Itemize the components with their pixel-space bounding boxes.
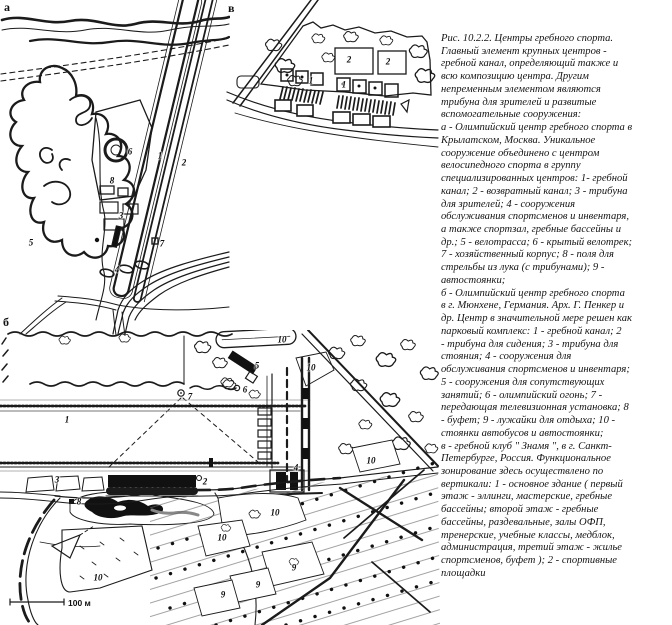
caption-line: бассейны; второй этаж - гребные: [441, 504, 599, 516]
plan-label: 10: [306, 362, 316, 373]
plan-label: 1: [308, 75, 314, 86]
caption-line: этаж - эллинги, мастерские, гребные: [441, 491, 613, 503]
plan-label: 1: [64, 414, 70, 425]
caption-line: б - Олимпийский центр гребного спорта: [441, 287, 625, 299]
plan-label: 8: [76, 496, 82, 507]
caption-line: канал; 2 - возвратный канал; 3 - трибуна: [441, 185, 628, 197]
plan-v-figure: [225, 0, 440, 185]
caption-line: 7 - хозяйственный корпус; 8 - поля для: [441, 249, 614, 261]
caption-line: зонирование здесь осуществлено по: [441, 465, 604, 477]
plan-label: 9: [291, 562, 297, 573]
caption-line: стрельбы из лука (с трибунами); 9 -: [441, 262, 605, 274]
caption-line: администрация, третий этаж - жилье: [441, 542, 623, 554]
caption-line: для зрителей; 4 - сооружения: [441, 198, 576, 210]
plan-label: 10: [217, 532, 227, 543]
caption-line: др. Центр в значительной мере решен как: [441, 313, 632, 325]
caption-line: обслуживания спортсменов и инвентаря;: [441, 364, 630, 376]
plan-label: 9: [255, 579, 261, 590]
plan-a-tag: а: [4, 0, 10, 14]
caption-line: стоянки автобусов и автостоянки;: [441, 427, 604, 439]
plan-label: 3: [118, 210, 124, 221]
caption-line: а также спортзал, гребные бассейны и: [441, 224, 621, 236]
plan-label: 2: [202, 476, 208, 487]
plan-label: 7: [159, 238, 165, 249]
caption-line: 5 - сооружения для сопутствующих: [441, 376, 605, 388]
caption-line: передающая телевизионная установка; 8: [441, 402, 629, 414]
caption-line: тренерские, учебные классы, медблок,: [441, 529, 615, 541]
plan-label: 2: [346, 54, 352, 65]
plan-label: 1: [157, 150, 163, 161]
caption-line: велосипедного спорта в группу: [441, 160, 581, 172]
plan-label: 8: [109, 175, 115, 186]
plan-label: 10: [93, 572, 103, 583]
plan-a-figure: [0, 0, 230, 335]
plan-label: 3: [54, 474, 60, 485]
plan-label: 10: [270, 507, 280, 518]
plan-label: 5: [28, 237, 34, 248]
caption-line: автостоянки;: [441, 274, 506, 286]
plan-a-drawing: [0, 0, 230, 335]
caption-line: Главный элемент крупных центров -: [441, 45, 607, 57]
plan-label: 2: [385, 56, 391, 67]
caption-line: непременным элементом являются: [441, 83, 601, 95]
plan-label: 6: [127, 146, 133, 157]
caption-line: Рис. 10.2.2. Центры гребного спорта.: [441, 33, 614, 44]
caption-line: бассейны, раздевальные, залы ОФП,: [441, 516, 606, 528]
caption-line: сооружение объединено с центром: [441, 147, 600, 159]
caption-line: трибуна для зрителей и развитые: [441, 96, 597, 108]
caption-line: площадки: [441, 567, 486, 579]
caption-line: гребной канал, определяющий также и: [441, 58, 619, 70]
plan-v-drawing: [225, 0, 440, 185]
caption-line: - буфет; 9 - лужайки для отдыха; 10 -: [441, 415, 616, 427]
caption-line: вертикали: 1 - основное здание ( первый: [441, 478, 623, 490]
caption-line: обслуживания спортсменов и инвентаря,: [441, 211, 629, 223]
caption-line: в г. Мюнхене, Германия. Арх. Г. Пенкер и: [441, 300, 625, 312]
plan-label: 2: [181, 157, 187, 168]
plan-label: 10: [366, 455, 376, 466]
caption-line: всю композицию центра. Другим: [441, 71, 589, 83]
plan-label: 10: [277, 334, 287, 345]
caption-line: а - Олимпийский центр гребного спорта в: [441, 122, 633, 134]
caption-line: в - гребной клуб " Знамя ", в г. Санкт-: [441, 440, 612, 452]
caption-line: занятий; 6 - олимпийский огонь; 7 -: [441, 389, 603, 401]
plan-label: 6: [242, 384, 248, 395]
caption-line: др.; 5 - велотрасса; 6 - крытый велотрек;: [441, 236, 633, 248]
plan-label: 4: [114, 264, 120, 275]
caption-line: специализированных центров: 1- гребной: [441, 173, 628, 185]
caption-line: Петербурге, Россия. Функциональное: [441, 453, 611, 465]
plan-b-tag: б: [3, 315, 9, 329]
caption-line: вспомогательные сооружения:: [441, 109, 582, 121]
plan-v-tag: в: [228, 1, 235, 15]
scale-bar-label: 100 м: [68, 598, 91, 608]
plan-label: 7: [187, 391, 193, 402]
caption-line: парковый комплекс: 1 - гребной канал; 2: [441, 325, 622, 337]
caption-line: спортсменов, буфет ); 2 - спортивные: [441, 555, 617, 567]
figure-caption: [441, 33, 670, 581]
plan-label: 9: [220, 589, 226, 600]
plan-label: 5: [254, 360, 260, 371]
plan-b-drawing: [0, 330, 440, 625]
caption-line: Крылатском, Москва. Уникальное: [441, 134, 596, 146]
caption-line: стояния; 4 - сооружения для: [441, 351, 572, 363]
plan-label: 4: [293, 462, 299, 473]
plan-b-figure: [0, 315, 440, 625]
caption-line: - трибуна для сидения; 3 - трибуна для: [441, 338, 619, 350]
plan-label: 1: [341, 79, 347, 90]
